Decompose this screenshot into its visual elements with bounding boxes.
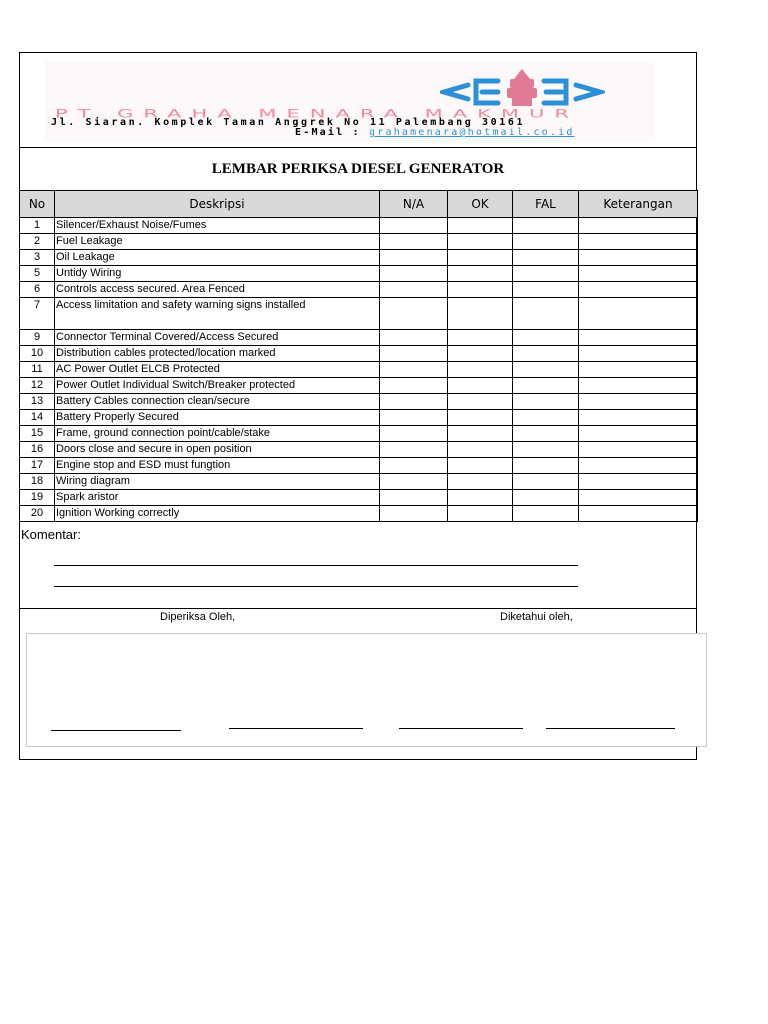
na-cell[interactable] <box>380 378 448 394</box>
row-description: Connector Terminal Covered/Access Secured <box>55 330 380 346</box>
comment-line-1[interactable] <box>54 565 578 566</box>
row-description: Power Outlet Individual Switch/Breaker protected <box>55 378 380 394</box>
col-header-no: No <box>20 191 55 218</box>
ok-cell[interactable] <box>448 378 513 394</box>
row-number: 14 <box>20 410 55 426</box>
inspection-sheet <box>19 52 697 760</box>
row-number: 9 <box>20 330 55 346</box>
row-number: 19 <box>20 490 55 506</box>
table-row <box>20 506 698 522</box>
row-description: Battery Cables connection clean/secure <box>55 394 380 410</box>
email-separator: : <box>352 127 361 138</box>
remarks-cell[interactable] <box>579 346 698 362</box>
na-cell[interactable] <box>380 474 448 490</box>
row-description: Oil Leakage <box>55 250 380 266</box>
table-row <box>20 394 698 410</box>
company-logo-banner <box>45 61 655 141</box>
signature-line-2[interactable] <box>229 728 363 729</box>
ok-cell[interactable] <box>448 218 513 234</box>
remarks-cell[interactable] <box>579 250 698 266</box>
ok-cell[interactable] <box>448 362 513 378</box>
fal-cell[interactable] <box>513 298 579 330</box>
na-cell[interactable] <box>380 458 448 474</box>
remarks-cell[interactable] <box>579 362 698 378</box>
checked-by-label: Diperiksa Oleh, <box>160 611 236 623</box>
signature-line-4[interactable] <box>546 728 675 729</box>
letterhead <box>20 53 696 148</box>
row-number: 12 <box>20 378 55 394</box>
row-number: 10 <box>20 346 55 362</box>
row-number: 5 <box>20 266 55 282</box>
ok-cell[interactable] <box>448 410 513 426</box>
col-header-na: N/A <box>380 191 448 218</box>
ok-cell[interactable] <box>448 426 513 442</box>
ok-cell[interactable] <box>448 330 513 346</box>
na-cell[interactable] <box>380 266 448 282</box>
row-number: 13 <box>20 394 55 410</box>
comment-label: Komentar: <box>21 527 81 542</box>
remarks-cell[interactable] <box>579 298 698 330</box>
remarks-cell[interactable] <box>579 426 698 442</box>
ok-cell[interactable] <box>448 234 513 250</box>
remarks-cell[interactable] <box>579 442 698 458</box>
row-description: Battery Properly Secured <box>55 410 380 426</box>
row-description: Doors close and secure in open position <box>55 442 380 458</box>
table-row <box>20 346 698 362</box>
na-cell[interactable] <box>380 362 448 378</box>
remarks-cell[interactable] <box>579 410 698 426</box>
na-cell[interactable] <box>380 234 448 250</box>
fal-cell[interactable] <box>513 442 579 458</box>
table-row <box>20 266 698 282</box>
fal-cell[interactable] <box>513 218 579 234</box>
row-number: 18 <box>20 474 55 490</box>
na-cell[interactable] <box>380 250 448 266</box>
table-row <box>20 442 698 458</box>
fal-cell[interactable] <box>513 458 579 474</box>
na-cell[interactable] <box>380 394 448 410</box>
ok-cell[interactable] <box>448 346 513 362</box>
remarks-cell[interactable] <box>579 490 698 506</box>
fal-cell[interactable] <box>513 378 579 394</box>
row-description: Untidy Wiring <box>55 266 380 282</box>
na-cell[interactable] <box>380 330 448 346</box>
ok-cell[interactable] <box>448 474 513 490</box>
company-email-row <box>295 127 575 138</box>
row-description: Access limitation and safety warning signs installed <box>55 298 380 330</box>
row-description: Fuel Leakage <box>55 234 380 250</box>
col-header-ok: OK <box>448 191 513 218</box>
checklist-table <box>19 190 698 522</box>
table-row <box>20 458 698 474</box>
na-cell[interactable] <box>380 218 448 234</box>
remarks-cell[interactable] <box>579 506 698 522</box>
ok-cell[interactable] <box>448 250 513 266</box>
col-header-remarks: Keterangan <box>579 191 698 218</box>
document-title: LEMBAR PERIKSA DIESEL GENERATOR <box>20 148 696 191</box>
fal-cell[interactable] <box>513 474 579 490</box>
col-header-description: Deskripsi <box>55 191 380 218</box>
row-number: 20 <box>20 506 55 522</box>
fal-cell[interactable] <box>513 250 579 266</box>
row-number: 7 <box>20 298 55 330</box>
fal-cell[interactable] <box>513 426 579 442</box>
ok-cell[interactable] <box>448 298 513 330</box>
row-number: 15 <box>20 426 55 442</box>
signature-area <box>26 633 707 747</box>
remarks-cell[interactable] <box>579 218 698 234</box>
na-cell[interactable] <box>380 490 448 506</box>
row-number: 17 <box>20 458 55 474</box>
fal-cell[interactable] <box>513 266 579 282</box>
na-cell[interactable] <box>380 426 448 442</box>
table-row <box>20 218 698 234</box>
row-description: Distribution cables protected/location marked <box>55 346 380 362</box>
table-row <box>20 362 698 378</box>
ok-cell[interactable] <box>448 282 513 298</box>
fal-cell[interactable] <box>513 362 579 378</box>
table-row <box>20 490 698 506</box>
na-cell[interactable] <box>380 410 448 426</box>
row-number: 6 <box>20 282 55 298</box>
remarks-cell[interactable] <box>579 234 698 250</box>
row-number: 1 <box>20 218 55 234</box>
na-cell[interactable] <box>380 506 448 522</box>
fal-cell[interactable] <box>513 330 579 346</box>
na-cell[interactable] <box>380 346 448 362</box>
row-number: 11 <box>20 362 55 378</box>
ok-cell[interactable] <box>448 442 513 458</box>
email-link[interactable]: grahamenara@hotmail.co.id <box>369 127 575 138</box>
comment-section <box>20 526 696 609</box>
table-row <box>20 250 698 266</box>
remarks-cell[interactable] <box>579 282 698 298</box>
comment-line-2[interactable] <box>54 586 578 587</box>
signature-line-3[interactable] <box>399 728 523 729</box>
table-row <box>20 298 698 330</box>
fal-cell[interactable] <box>513 410 579 426</box>
email-label: E-Mail <box>295 127 345 138</box>
row-description: Wiring diagram <box>55 474 380 490</box>
fal-cell[interactable] <box>513 490 579 506</box>
row-description: Engine stop and ESD must fungtion <box>55 458 380 474</box>
row-number: 3 <box>20 250 55 266</box>
remarks-cell[interactable] <box>579 474 698 490</box>
table-row <box>20 234 698 250</box>
ok-cell[interactable] <box>448 266 513 282</box>
ok-cell[interactable] <box>448 490 513 506</box>
remarks-cell[interactable] <box>579 458 698 474</box>
ok-cell[interactable] <box>448 458 513 474</box>
fal-cell[interactable] <box>513 282 579 298</box>
na-cell[interactable] <box>380 298 448 330</box>
company-emblem-icon <box>440 67 605 117</box>
company-address: Jl. Siaran. Komplek Taman Anggrek No 11 Palembang 30161 <box>51 117 526 128</box>
row-description: Controls access secured. Area Fenced <box>55 282 380 298</box>
table-row <box>20 378 698 394</box>
acknowledged-by-label: Diketahui oleh, <box>500 611 573 623</box>
row-number: 2 <box>20 234 55 250</box>
fal-cell[interactable] <box>513 394 579 410</box>
row-number: 16 <box>20 442 55 458</box>
remarks-cell[interactable] <box>579 378 698 394</box>
col-header-fal: FAL <box>513 191 579 218</box>
fal-cell[interactable] <box>513 346 579 362</box>
table-row <box>20 474 698 490</box>
row-description: AC Power Outlet ELCB Protected <box>55 362 380 378</box>
remarks-cell[interactable] <box>579 394 698 410</box>
row-description: Frame, ground connection point/cable/stake <box>55 426 380 442</box>
table-row <box>20 426 698 442</box>
row-description: Silencer/Exhaust Noise/Fumes <box>55 218 380 234</box>
na-cell[interactable] <box>380 282 448 298</box>
fal-cell[interactable] <box>513 234 579 250</box>
table-row <box>20 282 698 298</box>
row-description: Ignition Working correctly <box>55 506 380 522</box>
fal-cell[interactable] <box>513 506 579 522</box>
signature-line-1[interactable] <box>51 730 181 731</box>
table-row <box>20 410 698 426</box>
row-description: Spark aristor <box>55 490 380 506</box>
ok-cell[interactable] <box>448 506 513 522</box>
table-header-row <box>20 191 698 218</box>
ok-cell[interactable] <box>448 394 513 410</box>
remarks-cell[interactable] <box>579 330 698 346</box>
na-cell[interactable] <box>380 442 448 458</box>
remarks-cell[interactable] <box>579 266 698 282</box>
company-name: PT GRAHA MENARA MAKMUR <box>55 107 579 121</box>
table-row <box>20 330 698 346</box>
